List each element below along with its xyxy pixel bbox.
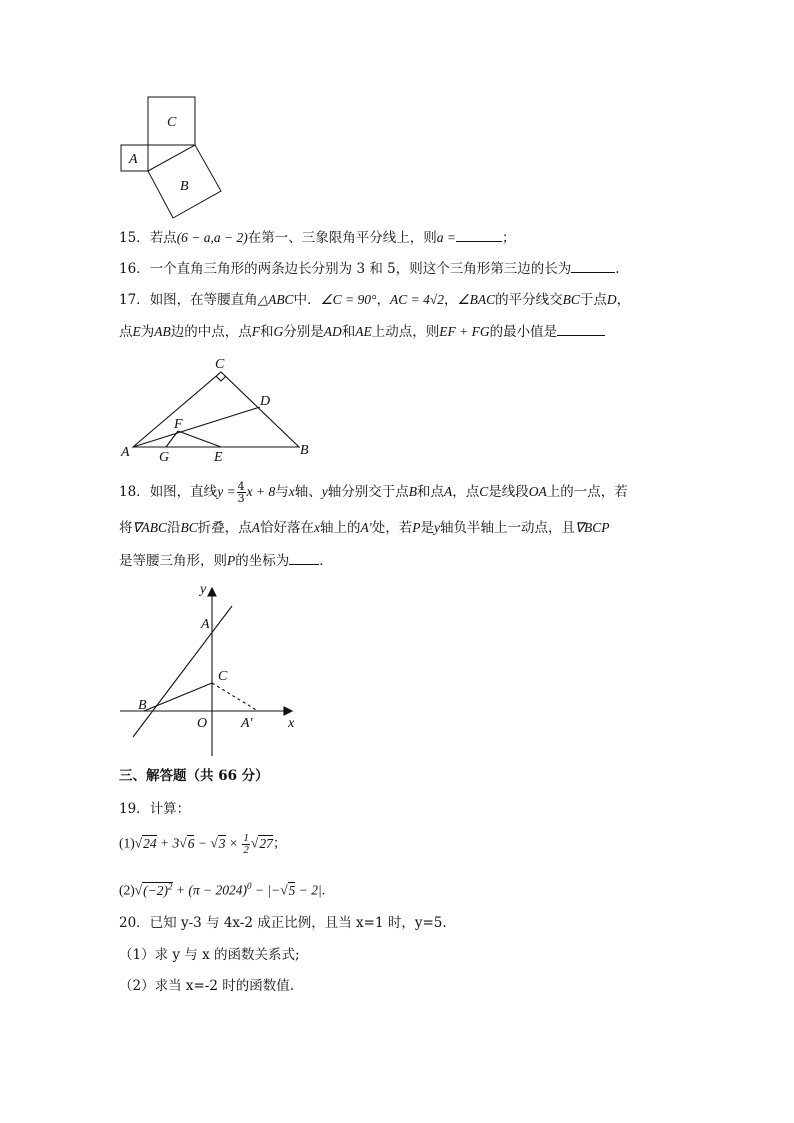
q19-inner: (−2) bbox=[143, 882, 169, 898]
q19-part-1 bbox=[119, 833, 286, 856]
segment-ca-prime bbox=[212, 683, 258, 711]
q17-text: 如图，在等腰直角 bbox=[149, 292, 258, 308]
label-square-a: A bbox=[129, 152, 138, 167]
y-axis-arrow bbox=[208, 588, 216, 596]
q17-angle-c: ∠C = 90° bbox=[320, 292, 377, 307]
q18-text: 折叠，点 bbox=[197, 520, 252, 536]
q18-text: 轴上的 bbox=[320, 520, 361, 536]
q17-text: 于点 bbox=[579, 292, 607, 308]
q19-part-2 bbox=[119, 876, 325, 901]
q18-text: 轴分别交于点 bbox=[327, 484, 409, 500]
label-a-prime: A′ bbox=[241, 716, 253, 731]
q18-oa: OA bbox=[528, 484, 547, 499]
q15-point: (6 − a,a − 2) bbox=[176, 230, 248, 245]
q18-p: P bbox=[412, 520, 421, 535]
q17-ab: AB bbox=[154, 324, 171, 339]
q18-b: B bbox=[408, 484, 418, 499]
q19-op: + 3 bbox=[156, 835, 180, 851]
q19-radicand: 5 bbox=[288, 882, 296, 898]
q17-text: 边的中点，点 bbox=[170, 324, 252, 340]
q19-radicand: 6 bbox=[187, 835, 195, 851]
question-20-sub2: （2）求当 x=-2 时的函数值. bbox=[119, 978, 295, 994]
q17-d: D bbox=[606, 292, 617, 307]
q18-text: 处，若 bbox=[371, 520, 413, 536]
label-g: G bbox=[159, 450, 170, 465]
q18-y: y bbox=[321, 484, 328, 499]
q17-ae: AE bbox=[355, 324, 372, 339]
q18-text: 是等腰三角形，则 bbox=[119, 553, 227, 569]
label-c: C bbox=[215, 357, 225, 372]
q18-text: 上的一点，若 bbox=[546, 484, 628, 500]
sqrt-symbol: √ bbox=[210, 835, 218, 851]
q19-radicand: 24 bbox=[143, 835, 157, 851]
q17-text: 为 bbox=[140, 324, 155, 340]
label-x: x bbox=[288, 716, 295, 731]
q17-text: 中． bbox=[293, 292, 321, 308]
q18-text: 将 bbox=[119, 520, 133, 536]
q17-text: 和 bbox=[260, 324, 274, 340]
q18-c: C bbox=[479, 484, 489, 499]
q17-e: E bbox=[132, 324, 141, 339]
q18-text: 与 bbox=[275, 484, 289, 500]
q15-number: 15． bbox=[119, 230, 150, 246]
q18-a: A bbox=[444, 484, 453, 499]
q19-radicand: 27 bbox=[259, 835, 273, 851]
q17-text: 分别是 bbox=[283, 324, 324, 340]
sqrt-symbol: √ bbox=[179, 835, 187, 851]
label-a: A bbox=[121, 445, 130, 460]
q19-end: ； bbox=[272, 835, 287, 851]
q17-number: 17． bbox=[119, 292, 150, 308]
question-19 bbox=[119, 799, 190, 819]
q19-number: 19． bbox=[119, 801, 150, 817]
q18-a: A bbox=[251, 520, 261, 535]
q18-tri-bcp: ∇BCP bbox=[575, 520, 610, 535]
q18-y: y bbox=[434, 520, 440, 535]
q19-op: × bbox=[225, 835, 242, 851]
q17-f: F bbox=[251, 324, 260, 339]
q17-text: 上动点，则 bbox=[371, 324, 440, 340]
question-20: 20．已知 y-3 与 4x-2 成正比例，且当 x=1 时，y=5. bbox=[119, 915, 447, 931]
q19-p1-label: (1) bbox=[119, 835, 135, 851]
q16-number: 16． bbox=[119, 261, 150, 277]
label-f: F bbox=[174, 417, 183, 432]
q19-radicand: 3 bbox=[218, 835, 226, 851]
q19-exp: 2 bbox=[168, 881, 173, 891]
label-y: y bbox=[200, 582, 207, 597]
section-3-heading: 三、解答题（共 66 分） bbox=[119, 768, 269, 784]
label-d: D bbox=[260, 394, 271, 409]
q19-op: − 2| bbox=[295, 882, 322, 898]
q16-end: . bbox=[615, 261, 620, 277]
sqrt-symbol: √ bbox=[250, 835, 259, 851]
q18-text: 的坐标为 bbox=[235, 553, 290, 569]
q17-sep: ， bbox=[443, 292, 458, 308]
q17-text: ， bbox=[616, 292, 631, 308]
q17-ad: AD bbox=[323, 324, 342, 339]
sqrt-symbol: √ bbox=[134, 882, 143, 898]
q18-number: 18． bbox=[119, 484, 150, 500]
q15-var: a = bbox=[436, 230, 457, 245]
q19-exp: 0 bbox=[247, 881, 252, 891]
q19-text: 计算： bbox=[149, 801, 191, 817]
q18-text: 轴、 bbox=[294, 484, 322, 500]
q18-text: 是 bbox=[420, 520, 434, 536]
label-e: E bbox=[214, 450, 223, 465]
q19-fraction bbox=[242, 833, 250, 856]
q17-expression: EF + FG bbox=[439, 324, 490, 339]
label-square-b: B bbox=[180, 179, 189, 194]
q18-text: 和点 bbox=[417, 484, 445, 500]
q18-frac-den: 3 bbox=[237, 492, 245, 505]
q18-text: 恰好落在 bbox=[260, 520, 315, 536]
sqrt-symbol: √ bbox=[280, 882, 288, 898]
q17-ac: AC = 4√2 bbox=[389, 292, 444, 307]
label-a-point: A bbox=[201, 617, 210, 632]
x-axis-arrow bbox=[284, 707, 292, 715]
q17-angle-bac: ∠BAC bbox=[457, 292, 496, 307]
q18-a-prime: A′ bbox=[360, 520, 372, 535]
q17-bc: BC bbox=[562, 292, 580, 307]
q18-x-term: x + 8 bbox=[246, 484, 276, 499]
q19-end: . bbox=[321, 882, 326, 898]
label-square-c: C bbox=[167, 115, 177, 130]
q18-tri-abc: ∇ABC bbox=[132, 520, 168, 535]
q17-text: 和 bbox=[341, 324, 356, 340]
q18-text: ，点 bbox=[452, 484, 480, 500]
q18-y-eq: y = bbox=[217, 484, 236, 499]
q19-frac-num: 1 bbox=[243, 832, 249, 844]
q15-text-end: ； bbox=[502, 230, 516, 246]
q19-op: − |− bbox=[251, 882, 281, 898]
question-20-sub1: （1）求 y 与 x 的函数关系式; bbox=[119, 947, 300, 963]
q17-text: 的平分线交 bbox=[495, 292, 563, 308]
label-o: O bbox=[197, 716, 208, 731]
q18-end: ． bbox=[319, 553, 333, 569]
q18-text: 轴负半轴上一动点，且 bbox=[440, 520, 575, 536]
q17-g: G bbox=[273, 324, 284, 339]
q19-p2-label: (2) bbox=[119, 882, 135, 898]
q18-frac-num: 4 bbox=[237, 480, 245, 493]
q17-triangle: △ABC bbox=[257, 292, 294, 307]
segment-bc bbox=[144, 683, 212, 711]
q17-text: 的最小值是 bbox=[489, 324, 558, 340]
q19-op: − bbox=[194, 835, 211, 851]
q17-text: 点 bbox=[119, 324, 133, 340]
q16-text: 一个直角三角形的两条边长分别为 3 和 5，则这个三角形第三边的长为 bbox=[149, 261, 572, 277]
q18-text: 是线段 bbox=[488, 484, 529, 500]
label-b: B bbox=[300, 443, 309, 458]
q19-op: + (π − 2024) bbox=[172, 882, 248, 898]
sqrt-symbol: √ bbox=[134, 835, 143, 851]
q18-text: 沿 bbox=[167, 520, 181, 536]
q18-text: 如图，直线 bbox=[149, 484, 218, 500]
q17-sep: ， bbox=[376, 292, 390, 308]
label-c-point: C bbox=[218, 669, 228, 684]
q18-x: x bbox=[314, 520, 321, 535]
q18-bc: BC bbox=[180, 520, 198, 535]
q19-frac-den: 2 bbox=[243, 844, 249, 856]
q18-p: P bbox=[227, 553, 236, 568]
q15-text-mid: 在第一、三象限角平分线上，则 bbox=[247, 230, 437, 246]
q15-text: 若点 bbox=[149, 230, 177, 246]
q18-x: x bbox=[288, 484, 295, 499]
label-b-point: B bbox=[138, 698, 147, 713]
